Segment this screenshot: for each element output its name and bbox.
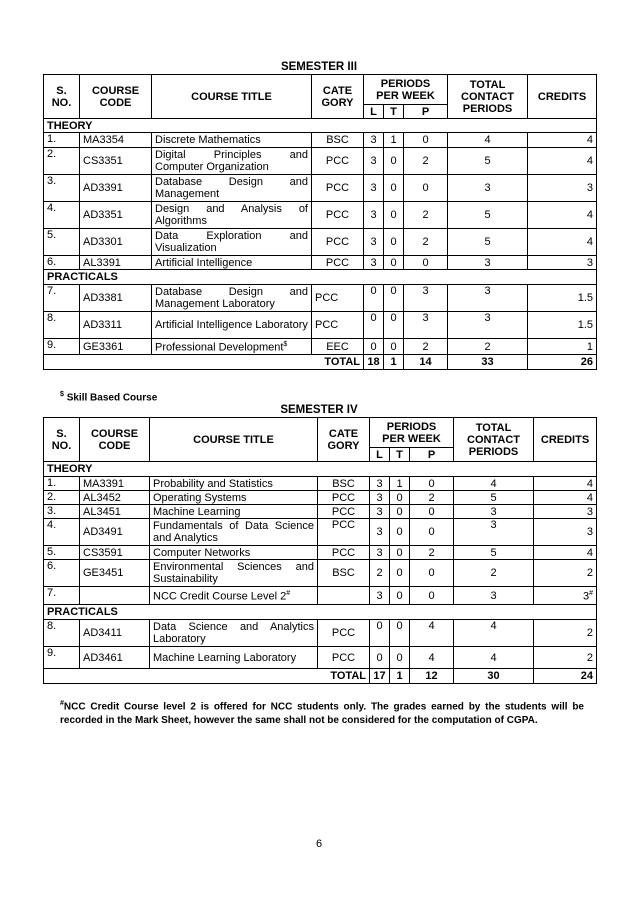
header-category: CATE GORY — [318, 418, 370, 462]
header-contact: TOTAL CONTACT PERIODS — [448, 75, 528, 119]
table-row: 4. AD3351 Design and Analysis of Algorithms PCC 3 0 2 5 4 — [44, 202, 597, 229]
header-credits: CREDITS — [534, 418, 597, 462]
table-row: 8. AD3311 Artificial Intelligence Laboratory PCC 0 0 3 3 1.5 — [44, 312, 597, 339]
header-sno: S. NO. — [44, 418, 80, 462]
header-l: L — [370, 448, 390, 462]
header-periods: PERIODS PER WEEK — [370, 418, 454, 448]
section-theory: THEORY — [44, 119, 597, 133]
table-row: 1. MA3354 Discrete Mathematics BSC 3 1 0 4 4 — [44, 133, 597, 148]
table-row: 4. AD3491 Fundamentals of Data Science and Analytics PCC 3 0 0 3 3 — [44, 519, 597, 546]
table-row: 2. CS3351 Digital Principles and Computer Organization PCC 3 0 2 5 4 — [44, 148, 597, 175]
total-row: TOTAL 17 1 12 30 24 — [44, 669, 597, 684]
table-row: 5. CS3591 Computer Networks PCC 3 0 2 5 4 — [44, 546, 597, 560]
table-row: 9. AD3461 Machine Learning Laboratory PCC 0 0 4 4 2 — [44, 647, 597, 669]
header-p: P — [404, 105, 448, 119]
header-sno: S. NO. — [44, 75, 80, 119]
table-row: 8. AD3411 Data Science and Analytics Laboratory PCC 0 0 4 4 2 — [44, 620, 597, 647]
table-row: 3. AL3451 Machine Learning PCC 3 0 0 3 3 — [44, 505, 597, 519]
skill-note: $ Skill Based Course — [60, 391, 158, 404]
table-row: 2. AL3452 Operating Systems PCC 3 0 2 5 4 — [44, 491, 597, 505]
header-p: P — [410, 448, 454, 462]
header-l: L — [364, 105, 384, 119]
header-code: COURSE CODE — [80, 75, 152, 119]
section-practicals: PRACTICALS — [44, 270, 597, 285]
table-row: 7. NCC Credit Course Level 2# 3 0 0 3 3# — [44, 587, 597, 605]
ncc-footnote: #NCC Credit Course level 2 is offered for NCC students only. The grades earned by the students will be recorded in the Mark Sheet, however the same shall not be considered for the computation of CGPA. — [60, 700, 584, 727]
header-credits: CREDITS — [528, 75, 597, 119]
semester-3-title: SEMESTER III — [280, 61, 358, 73]
header-title: COURSE TITLE — [150, 418, 318, 462]
table-row: 9. GE3361 Professional Development$ EEC 0 0 2 2 1 — [44, 339, 597, 355]
semester-4-table — [43, 417, 597, 684]
header-t: T — [390, 448, 410, 462]
header-title: COURSE TITLE — [152, 75, 312, 119]
table-row: 3. AD3391 Database Design and Management PCC 3 0 0 3 3 — [44, 175, 597, 202]
header-contact: TOTAL CONTACT PERIODS — [454, 418, 534, 462]
total-row: TOTAL 18 1 14 33 26 — [44, 355, 597, 370]
section-practicals: PRACTICALS — [44, 605, 597, 620]
semester-4-title: SEMESTER IV — [280, 404, 358, 416]
section-theory: THEORY — [44, 462, 597, 477]
table-row: 7. AD3381 Database Design and Management Laboratory PCC 0 0 3 3 1.5 — [44, 285, 597, 312]
header-t: T — [384, 105, 404, 119]
table-row: 5. AD3301 Data Exploration and Visualization PCC 3 0 2 5 4 — [44, 229, 597, 256]
table-row: 6. AL3391 Artificial Intelligence PCC 3 0 0 3 3 — [44, 256, 597, 270]
page-number: 6 — [315, 838, 323, 850]
header-periods: PERIODS PER WEEK — [364, 75, 448, 105]
table-row: 1. MA3391 Probability and Statistics BSC 3 1 0 4 4 — [44, 477, 597, 491]
table-row: 6. GE3451 Environmental Sciences and Sustainability BSC 2 0 0 2 2 — [44, 560, 597, 587]
header-code: COURSE CODE — [80, 418, 150, 462]
semester-3-table — [43, 74, 597, 370]
header-category: CATE GORY — [312, 75, 364, 119]
